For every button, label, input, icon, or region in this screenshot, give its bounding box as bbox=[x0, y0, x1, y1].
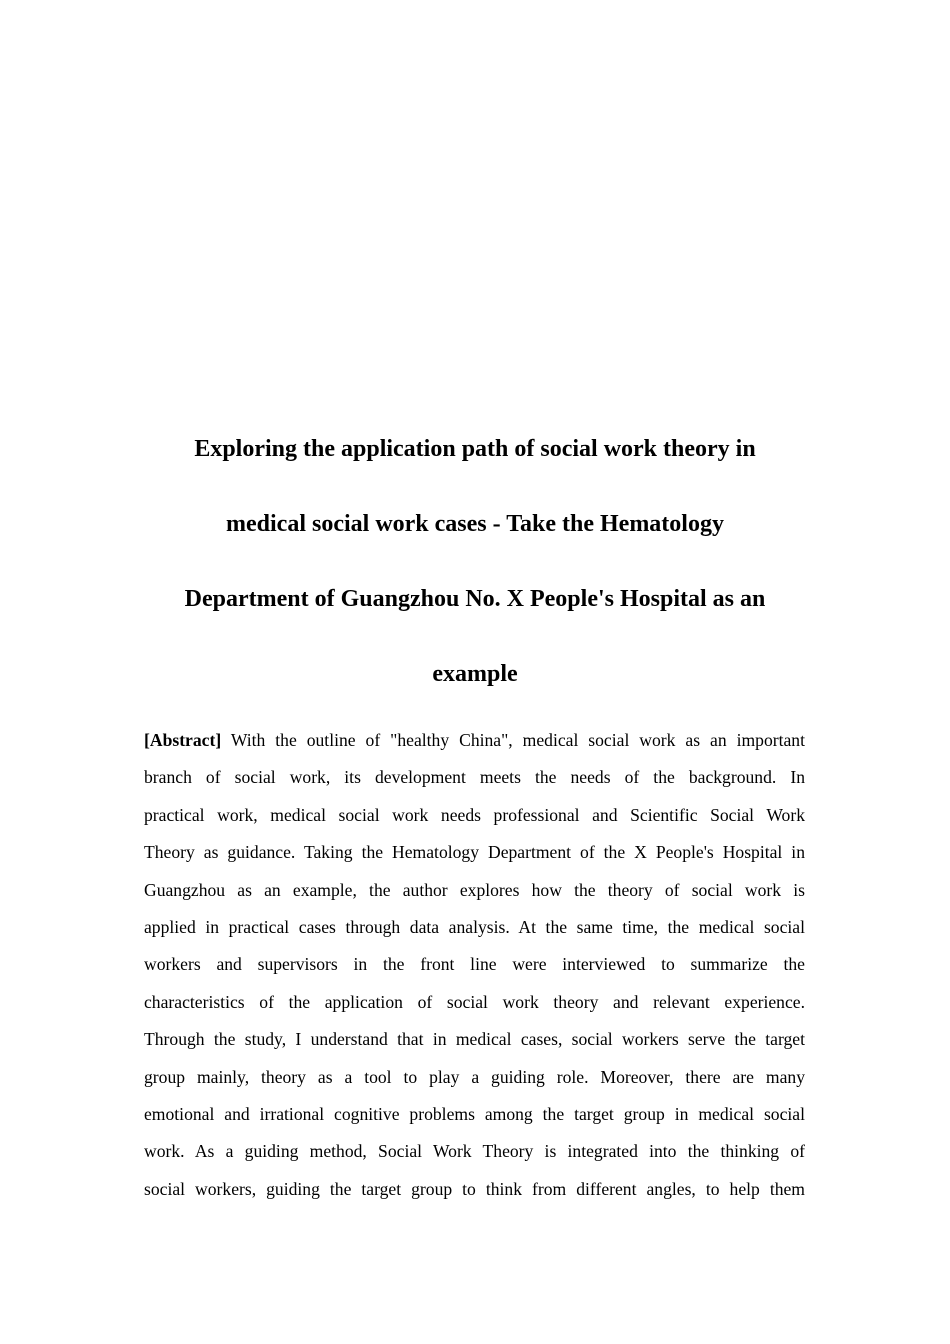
document-title bbox=[120, 412, 830, 712]
abstract-line: social workers, guiding the target group to think from different angles, to help them bbox=[144, 1178, 805, 1199]
abstract-line: Guangzhou as an example, the author explores how the theory of social work is bbox=[144, 879, 805, 900]
abstract-line: practical work, medical social work needs professional and Scientific Social Work bbox=[144, 804, 805, 825]
abstract-paragraph bbox=[144, 722, 805, 1208]
abstract-line: Theory as guidance. Taking the Hematology Department of the X People's Hospital in bbox=[144, 842, 805, 863]
title-line: example bbox=[432, 661, 518, 687]
abstract-line: work. As a guiding method, Social Work Theory is integrated into the thinking of bbox=[144, 1141, 805, 1162]
abstract-label: [Abstract] bbox=[144, 730, 222, 750]
abstract-line: workers and supervisors in the front line were interviewed to summarize the bbox=[144, 954, 805, 975]
abstract-line: Through the study, I understand that in medical cases, social workers serve the target bbox=[144, 1029, 805, 1050]
title-line: Department of Guangzhou No. X People's Hospital as an bbox=[184, 586, 766, 612]
abstract-line: emotional and irrational cognitive problems among the target group in medical social bbox=[144, 1103, 805, 1124]
abstract-line: applied in practical cases through data analysis. At the same time, the medical social bbox=[144, 916, 805, 937]
abstract-line: branch of social work, its development meets the needs of the background. In bbox=[144, 767, 805, 788]
abstract-line bbox=[144, 722, 805, 759]
abstract-text: With the outline of "healthy China", medical social work as an important bbox=[221, 730, 805, 750]
abstract-line: characteristics of the application of social work theory and relevant experience. bbox=[144, 991, 805, 1012]
title-line: Exploring the application path of social work theory in bbox=[194, 436, 756, 462]
title-line: medical social work cases - Take the Hematology bbox=[226, 511, 724, 537]
abstract-line: group mainly, theory as a tool to play a guiding role. Moreover, there are many bbox=[144, 1066, 805, 1087]
